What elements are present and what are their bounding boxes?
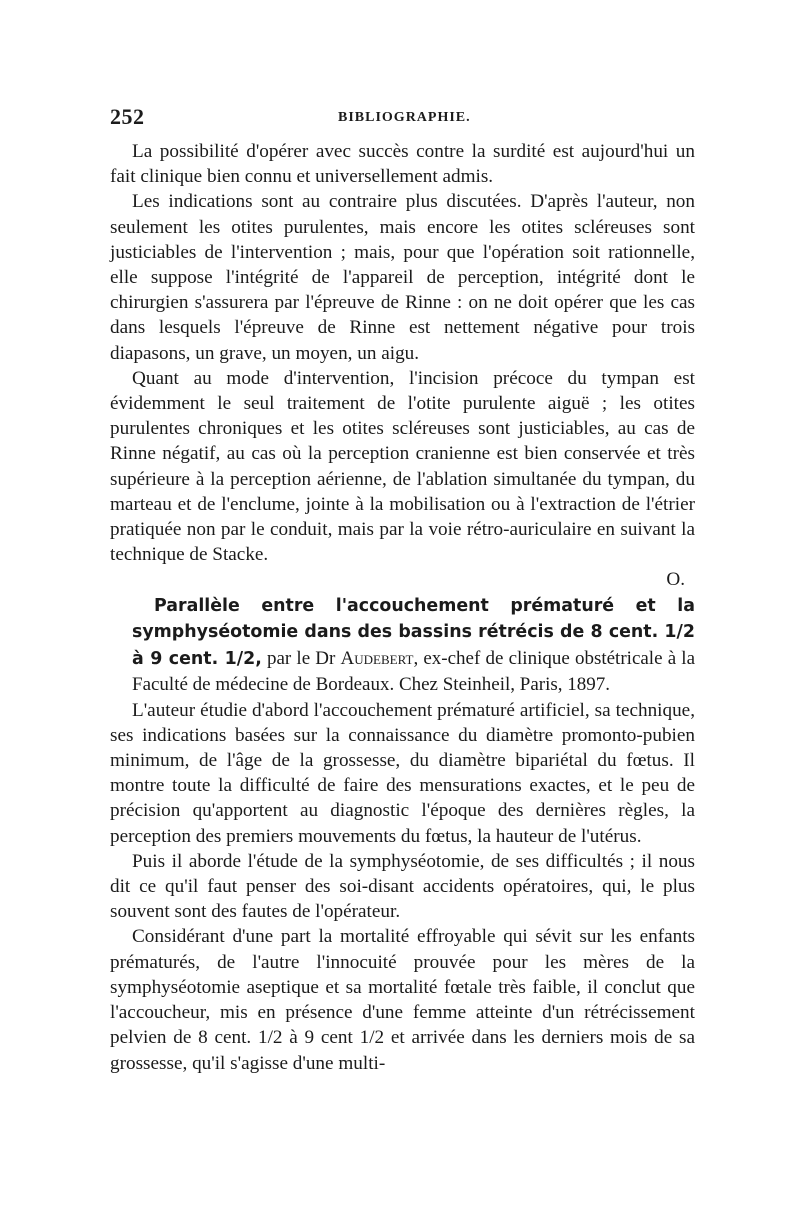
page-number: 252 <box>110 104 145 129</box>
author-name: Audebert <box>340 647 414 669</box>
paragraph: La possibilité d'opérer avec succès contre la surdité est aujourd'hui un fait clinique bien connu et universellement admis. <box>110 141 695 188</box>
paragraph: Considérant d'une part la mortalité effroyable qui sévit sur les enfants prématurés, de l'autre l'innocuité prouvée pour les mères de la symphyséotomie aseptique et sa mortalité fœtale très faible, il conclut que l'accoucheur, mis en présence d'une femme atteinte d'un rétrécissement pelvien de 8 cent. 1/2 à 9 cent 1/2 et arrivée dans les derniers mois de sa grossesse, qu'il s'agisse d'une multi- <box>110 926 695 1074</box>
review-title: Parallèle entre l'accouchement prématuré et la symphyséotomie dans des bassins rétrécis de 8 cent. 1/2 à 9 cent. 1/2, <box>132 595 695 669</box>
paragraph: Les indications sont au contraire plus discutées. D'après l'auteur, non seulement les otites purulentes, mais encore les otites scléreuses sont justiciables de l'intervention ; mais, pour que l'opération soit rationnelle, elle suppose l'intégrité de l'appareil de perception, intégrité dont le chirurgien s'assurera par l'épreuve de Rinne : on ne doit opérer que les cas dans lesquels l'épreuve de Rinne est nettement négative pour trois diapasons, un grave, un moyen, un aigu. <box>110 191 695 364</box>
review-signature: O. <box>666 569 685 591</box>
page-header <box>110 104 695 134</box>
paragraph: Quant au mode d'intervention, l'incision précoce du tympan est évidemment le seul traitement de l'otite purulente aiguë ; les otites purulentes chroniques et les otites scléreuses sont justiciables, au cas de Rinne négatif, au cas où la perception cranienne est bien conservée et très supérieure à la perception aérienne, de l'ablation simultanée du tympan, du marteau et de l'enclume, jointe à la mobilisation ou à l'extraction de l'étrier pratiquée non par le conduit, mais par la voie rétro-auriculaire en suivant la technique de Stacke. <box>110 367 695 566</box>
review-heading <box>110 593 695 698</box>
byline-prefix: par le Dr <box>267 647 336 669</box>
publication-info: , ex-chef de clinique obstétricale à la Faculté de médecine de Bordeaux. Chez Steinheil, Paris, 1897. <box>132 647 696 696</box>
page-body <box>110 139 695 1076</box>
running-head: BIBLIOGRAPHIE. <box>338 110 471 125</box>
paragraph: Puis il aborde l'étude de la symphyséotomie, de ses difficultés ; il nous dit ce qu'il faut penser des soi-disant accidents opératoires, qui, le plus souvent sont des fautes de l'opérateur. <box>110 850 695 923</box>
paragraph: L'auteur étudie d'abord l'accouchement prématuré artificiel, sa technique, ses indications basées sur la connaissance du diamètre promonto-pubien minimum, de l'âge de la grossesse, du diamètre bipariétal du fœtus. Il montre toute la difficulté de faire des mensurations exactes, et le peu de précision qu'apportent au diagnostic l'époque des dernières règles, la perception des premiers mouvements du fœtus, la hauteur de l'utérus. <box>110 699 695 847</box>
